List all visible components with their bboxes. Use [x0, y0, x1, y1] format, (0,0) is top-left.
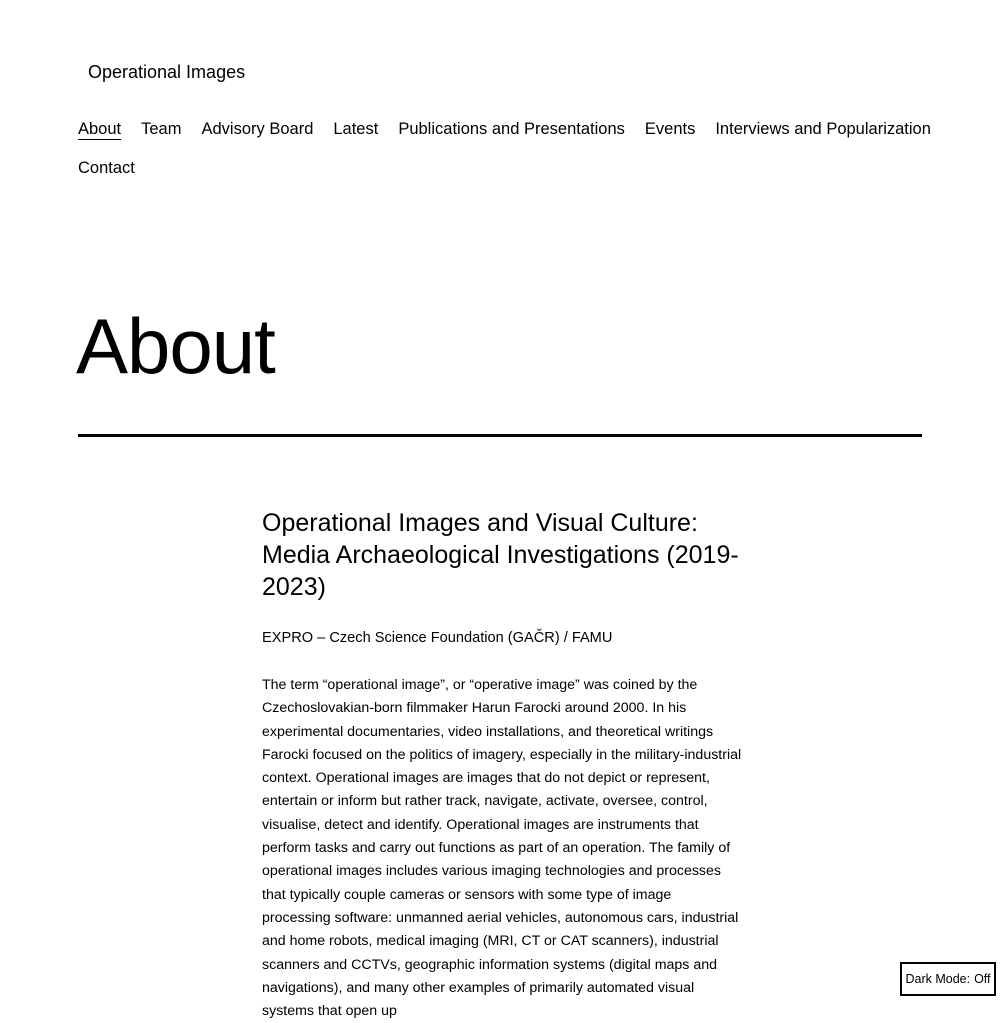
content-title: Operational Images and Visual Culture: Media Archaeological Investigations (2019-2023) [262, 509, 739, 601]
primary-navigation [78, 117, 938, 180]
funding-line: EXPRO – Czech Science Foundation (GAČR) / FAMU [262, 630, 613, 646]
nav-item-contact[interactable]: Contact [78, 159, 135, 177]
nav-item-team[interactable]: Team [141, 120, 182, 138]
main-content [262, 507, 742, 1023]
dark-mode-toggle-button[interactable] [900, 962, 996, 996]
nav-item-advisory-board[interactable]: Advisory Board [201, 120, 314, 138]
nav-item-about[interactable]: About [78, 120, 122, 138]
nav-item-publications-and-presentations[interactable]: Publications and Presentations [398, 120, 625, 138]
site-title-link[interactable]: Operational Images [88, 62, 246, 82]
nav-item-latest[interactable]: Latest [333, 120, 379, 138]
dark-mode-state: Off [974, 972, 991, 986]
nav-item-interviews-and-popularization[interactable]: Interviews and Popularization [715, 120, 931, 138]
page-title: About [76, 302, 275, 390]
dark-mode-label: Dark Mode: [905, 972, 971, 986]
title-divider [78, 434, 922, 437]
intro-paragraph: The term “operational image”, or “operative image” was coined by the Czechoslovakian-born filmmaker Harun Farocki around 2000. In his experimental documentaries, video installations, and theoretical writings Farocki focused on the politics of imagery, especially in the military-industrial context. Operational images are images that do not depict or represent, entertain or inform but rather track, navigate, activate, oversee, control, visualise, detect and identify. Operational images are instruments that perform tasks and carry out functions as part of an operation. The family of operational images includes various imaging technologies and processes that typically couple cameras or sensors with some type of image processing software: unmanned aerial vehicles, autonomous cars, industrial and home robots, medical imaging (MRI, CT or CAT scanners), industrial scanners and CCTVs, geographic information systems (digital maps and navigations), and many other examples of primarily automated visual systems that open up [262, 677, 742, 1020]
nav-item-events[interactable]: Events [644, 120, 696, 138]
